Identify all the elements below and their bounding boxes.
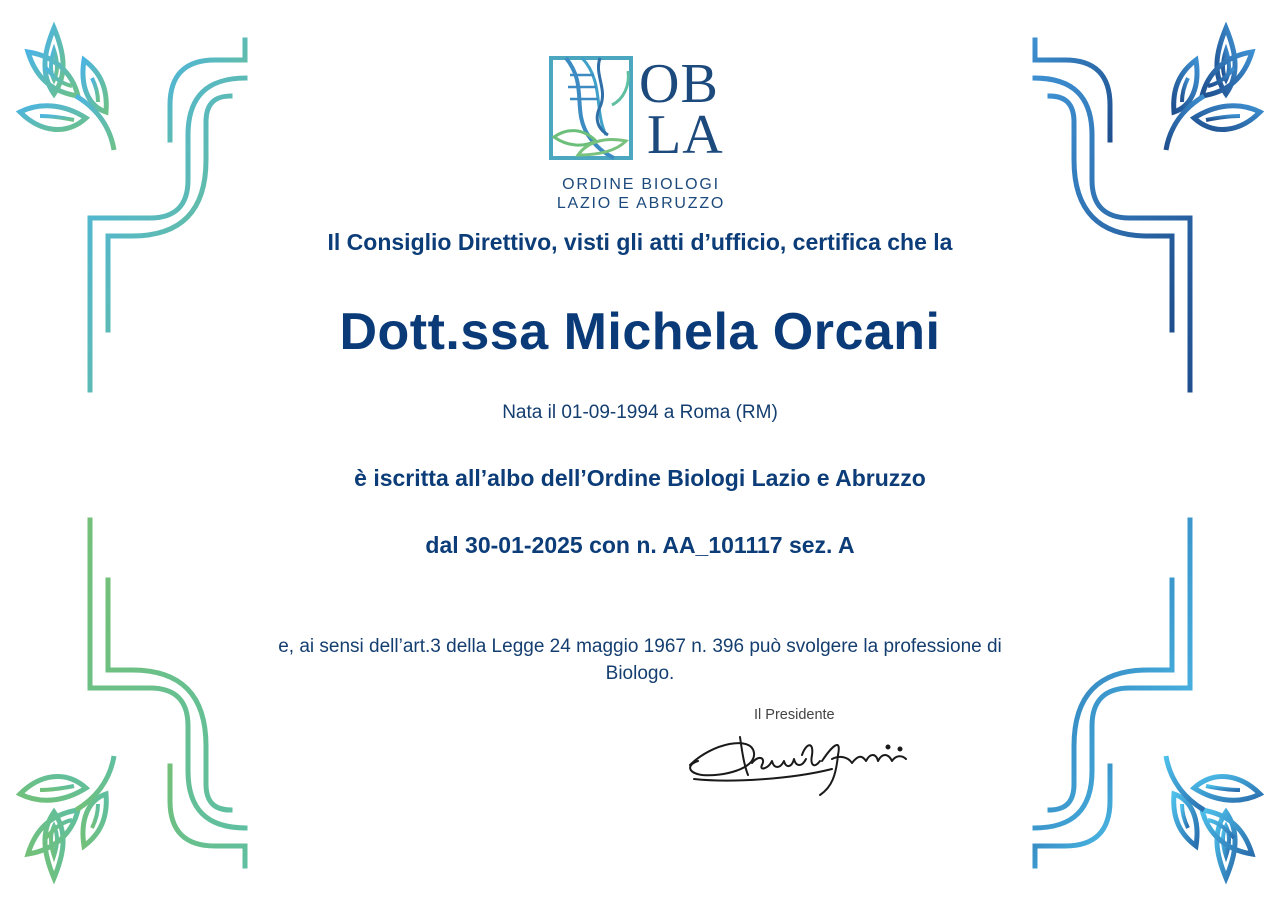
registration-line: è iscritta all’albo dell’Ordine Biologi Lazio e Abruzzo: [354, 465, 926, 491]
logo-letters-ob: OB: [639, 53, 719, 115]
registration-number-line: dal 30-01-2025 con n. AA_101117 sez. A: [425, 532, 855, 558]
logo-org-name-line1: ORDINE BIOLOGI: [562, 176, 720, 193]
legal-statement: e, ai sensi dell’art.3 della Legge 24 maggio 1967 n. 396 può svolgere la professione di Biologo.: [278, 636, 1002, 684]
certificate-intro: Il Consiglio Direttivo, visti gli atti d’ufficio, certifica che la: [327, 229, 953, 255]
holder-name: Dott.ssa Michela Orcani: [339, 303, 941, 361]
obla-logo: [548, 55, 738, 215]
logo-org-name-line2: LAZIO E ABRUZZO: [556, 195, 726, 212]
logo-letters-la: LA: [647, 104, 724, 166]
president-signature: [682, 725, 914, 800]
obla-logo-mark-icon: [548, 55, 634, 161]
president-label: Il Presidente: [754, 707, 835, 723]
birth-info: Nata il 01-09-1994 a Roma (RM): [502, 402, 778, 423]
